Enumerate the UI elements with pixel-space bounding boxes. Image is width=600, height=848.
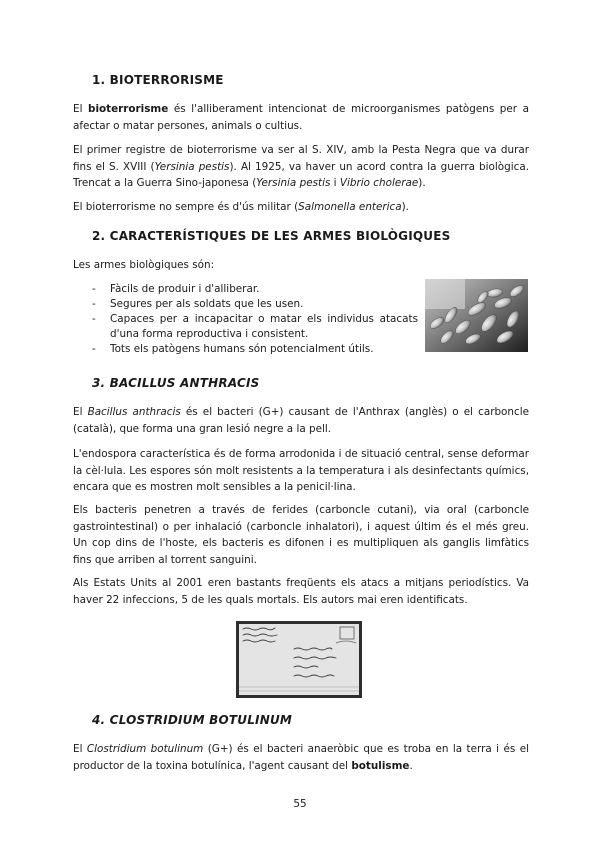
section-3-heading: 3. BACILLUS ANTHRACIS (92, 376, 260, 390)
section-4-paragraph-1 (73, 741, 529, 774)
bacteria-micrograph-image (425, 279, 528, 352)
term-botulisme: botulisme (351, 759, 410, 772)
text-run: i (330, 177, 340, 189)
page-number: 55 (293, 798, 307, 810)
weapon-characteristics-list (92, 282, 418, 357)
text-run: El primer registre de bioterrorisme va ser al S. XIV, amb la Pesta Negra que va durar fins el S. XVIII ( (73, 144, 529, 173)
list-item: - Capaces per a incapacitar o matar els individus atacats d'una forma reproductiva i consistent. (92, 312, 418, 342)
list-item: - Segures per als soldats que les usen. (92, 297, 418, 312)
species-name: Yersinia pestis (256, 177, 331, 189)
species-name: Yersinia pestis (154, 160, 230, 173)
section-3-paragraph-1 (73, 404, 529, 437)
text-run: El bioterrorisme no sempre és d'ús militar ( (73, 201, 299, 213)
text-run: ). Al 1925, va haver un acord contra la guerra biològica. Trencat a la Guerra Sino-japonesa ( (73, 160, 529, 189)
text-run: El (73, 406, 88, 418)
text-run: és el bacteri (G+) causant de l'Anthrax (anglès) o el carboncle (català), que forma una gran lesió negre a la pell. (73, 406, 529, 435)
anthrax-letter-envelope-image (236, 621, 362, 698)
text-run: és l'alliberament intencionat de microorganismes patògens per a afectar o matar persones, animals o cultius. (73, 103, 529, 132)
term-bioterrorisme: bioterrorisme (88, 103, 169, 115)
text-run: ). (418, 177, 426, 189)
section-1-paragraph-2 (73, 142, 529, 192)
section-3-paragraph-3: Els bacteris penetren a través de ferides (carboncle cutani), via oral (carboncle gastrointestinal) o per inhalació (carboncle inhalatori), i aquest últim és el més greu. Un cop dins de l'hoste, els bacteris es difonen i es multipliquen als ganglis limfàtics fins que arriben al torrent sanguini. (73, 504, 529, 566)
list-item: - Fàcils de produir i d'alliberar. (92, 282, 418, 297)
section-3-paragraph-4: Als Estats Units al 2001 eren bastants freqüents els atacs a mitjans periodístics. Va haver 22 infeccions, 5 de les quals mortals. Els autors mai eren identificats. (73, 577, 529, 606)
text-run: . (409, 759, 413, 772)
text-run: (G+) és el bacteri anaeròbic que es troba en la terra i és el productor de la toxina botulínica, l'agent causant del (73, 743, 529, 772)
species-name: Bacillus anthracis (87, 406, 181, 418)
section-1-heading: 1. BIOTERRORISME (92, 73, 224, 87)
species-name: Vibrio cholerae (339, 177, 419, 189)
species-name: Clostridium botulinum (86, 743, 204, 755)
section-1-paragraph-1 (73, 101, 529, 134)
section-3-paragraph-2: L'endospora característica és de forma arrodonida i de situació central, sense deformar la cèl·lula. Les espores són molt resistents a la temperatura i als desinfectants químics, encara que es mostren molt sensibles a la penicil·lina. (73, 448, 529, 493)
section-4-heading: 4. CLOSTRIDIUM BOTULINUM (92, 713, 293, 727)
section-2-intro: Les armes biològiques són: (73, 259, 215, 271)
text-run: El (73, 743, 87, 755)
species-name: Salmonella enterica (298, 201, 402, 213)
section-1-paragraph-3 (73, 199, 529, 216)
text-run: El (73, 103, 89, 115)
section-2-heading: 2. CARACTERÍSTIQUES DE LES ARMES BIOLÒGIQUES (92, 229, 451, 243)
text-run: ). (401, 201, 409, 213)
list-item: - Tots els patògens humans són potencialment útils. (92, 342, 418, 357)
